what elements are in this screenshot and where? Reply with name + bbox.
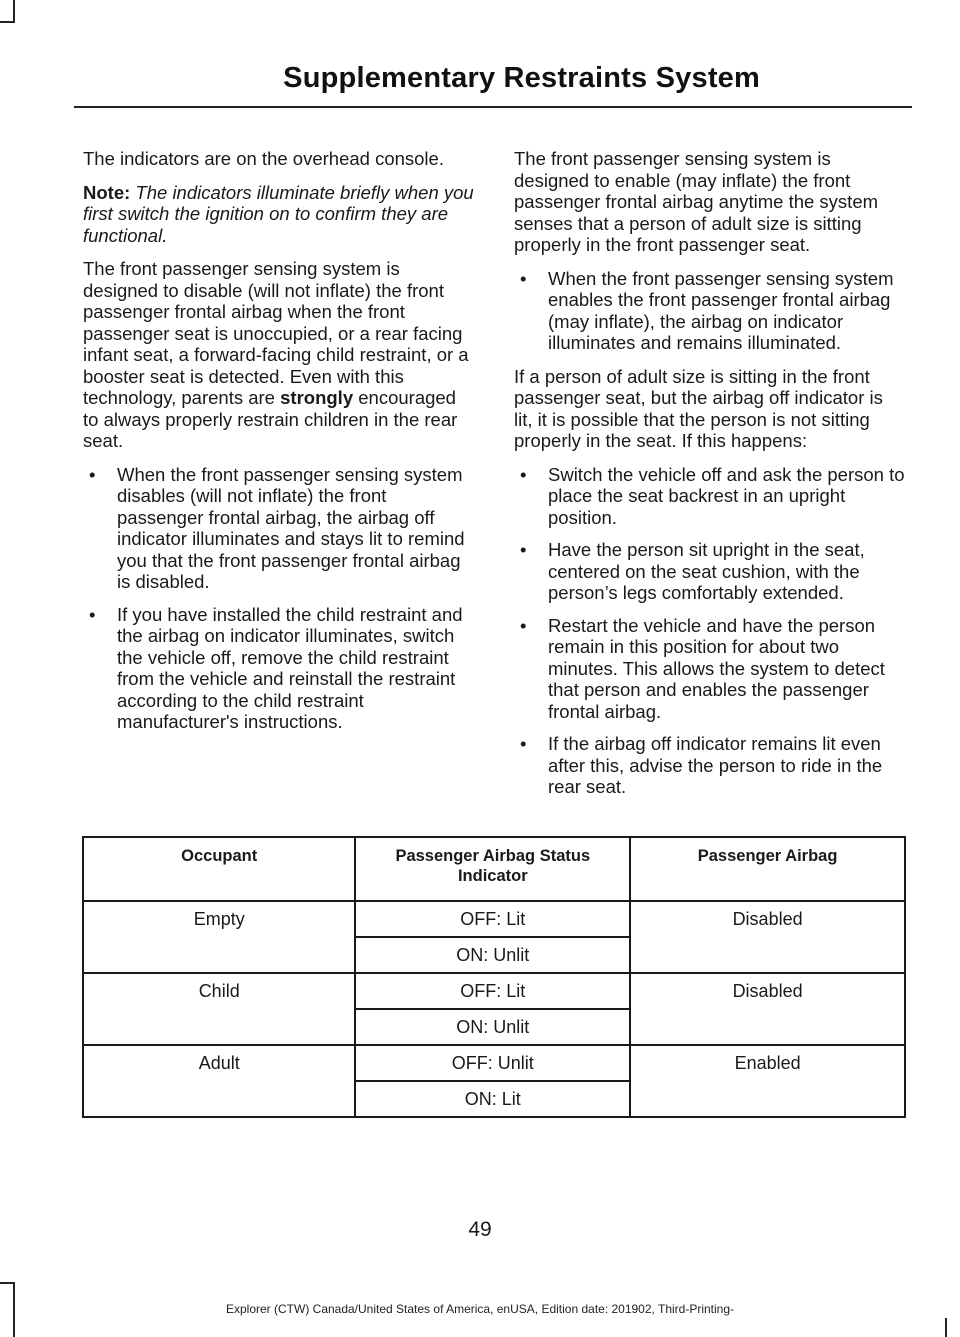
paragraph: The indicators are on the overhead console. — [83, 148, 444, 169]
crop-mark — [945, 1318, 947, 1337]
header-divider — [74, 106, 912, 108]
column-header-occupant: Occupant — [83, 837, 355, 901]
footer-text: Explorer (CTW) Canada/United States of America, enUSA, Edition date: 201902, Third-Printing- — [225, 1302, 735, 1316]
note-text: The indicators illuminate briefly when you first switch the ignition on to confirm they are functional. — [83, 181, 474, 246]
column-header-airbag: Passenger Airbag — [630, 837, 905, 901]
crop-mark — [0, 21, 15, 23]
list-item-text: If you have installed the child restraint and the airbag on indicator illuminates, switch the vehicle off, remove the child restraint from the vehicle and reinstall the restraint according to the child restraint manufacturer's instructions. — [117, 603, 463, 732]
table-row — [83, 1045, 905, 1081]
list-item-text: When the front passenger sensing system disables (will not inflate) the front passenger frontal airbag, the airbag off indicator illuminates and stays lit to remind you that the front passenger frontal airbag is disabled. — [117, 463, 465, 592]
column-header-indicator: Passenger Airbag Status Indicator — [355, 837, 630, 901]
paragraph: If a person of adult size is sitting in the front passenger seat, but the airbag off indicator is lit, it is possible that the person is not sitting properly in the seat. If this happens: — [514, 365, 883, 451]
bullet-icon: • — [520, 463, 527, 485]
note-label: Note: — [83, 181, 131, 203]
list-item — [514, 615, 906, 723]
bullet-list — [514, 268, 906, 354]
list-item — [514, 733, 906, 798]
note — [83, 182, 475, 247]
airbag-status-table — [82, 836, 906, 1118]
page-title: Supplementary Restraints System — [283, 62, 760, 94]
airbag-cell: Disabled — [630, 901, 905, 973]
table-row — [83, 973, 905, 1009]
indicator-cell: OFF: Unlit — [355, 1045, 630, 1081]
bullet-icon: • — [89, 463, 96, 485]
text-span: encouraged to always properly restrain children in the rear seat. — [83, 387, 458, 451]
occupant-cell: Empty — [83, 901, 355, 973]
paragraph — [83, 258, 475, 452]
list-item-text: If the airbag off indicator remains lit even after this, advise the person to ride in the rear seat. — [548, 733, 883, 797]
list-item — [514, 539, 906, 604]
bullet-icon: • — [520, 267, 527, 289]
list-item — [514, 268, 906, 354]
indicator-cell: OFF: Lit — [355, 901, 630, 937]
page-number: 49 — [468, 1218, 492, 1241]
text-span: The front passenger sensing system is designed to disable (will not inflate) the front passenger frontal airbag when the front passenger seat is unoccupied, or a rear facing infant seat, a forward-facing child restraint, or a booster seat is detected. Even with this technology, parents are — [83, 258, 469, 408]
airbag-cell: Enabled — [630, 1045, 905, 1117]
crop-mark — [13, 0, 15, 23]
left-column — [83, 148, 475, 745]
bullet-icon: • — [520, 539, 527, 560]
bullet-icon: • — [89, 603, 96, 625]
indicator-cell: ON: Unlit — [355, 937, 630, 973]
indicator-cell: OFF: Lit — [355, 973, 630, 1009]
bullet-icon: • — [520, 733, 527, 754]
bullet-icon: • — [520, 614, 527, 636]
table-header-row — [83, 837, 905, 901]
table-row — [83, 901, 905, 937]
paragraph: The front passenger sensing system is designed to enable (may inflate) the front passenger frontal airbag anytime the system senses that a person of adult size is sitting properly in the front passenger seat. — [514, 148, 879, 255]
list-item-text: Have the person sit upright in the seat, centered on the seat cushion, with the person’s legs comfortably extended. — [548, 539, 865, 603]
indicator-cell: ON: Unlit — [355, 1009, 630, 1045]
right-column — [514, 148, 906, 810]
list-item-text: Switch the vehicle off and ask the person to place the seat backrest in an upright position. — [548, 463, 905, 528]
occupant-cell: Adult — [83, 1045, 355, 1117]
occupant-cell: Child — [83, 973, 355, 1045]
airbag-cell: Disabled — [630, 973, 905, 1045]
crop-mark — [0, 1282, 15, 1284]
list-item — [83, 604, 475, 733]
emphasis: strongly — [280, 387, 354, 408]
list-item — [514, 464, 906, 529]
list-item-text: Restart the vehicle and have the person remain in this position for about two minutes. This allows the system to detect that person and enables the passenger frontal airbag. — [548, 614, 885, 722]
indicator-cell: ON: Lit — [355, 1081, 630, 1117]
list-item-text: When the front passenger sensing system enables the front passenger frontal airbag (may inflate), the airbag on indicator illuminates and remains illuminated. — [548, 267, 894, 353]
bullet-list — [514, 464, 906, 798]
list-item — [83, 464, 475, 593]
bullet-list — [83, 464, 475, 733]
